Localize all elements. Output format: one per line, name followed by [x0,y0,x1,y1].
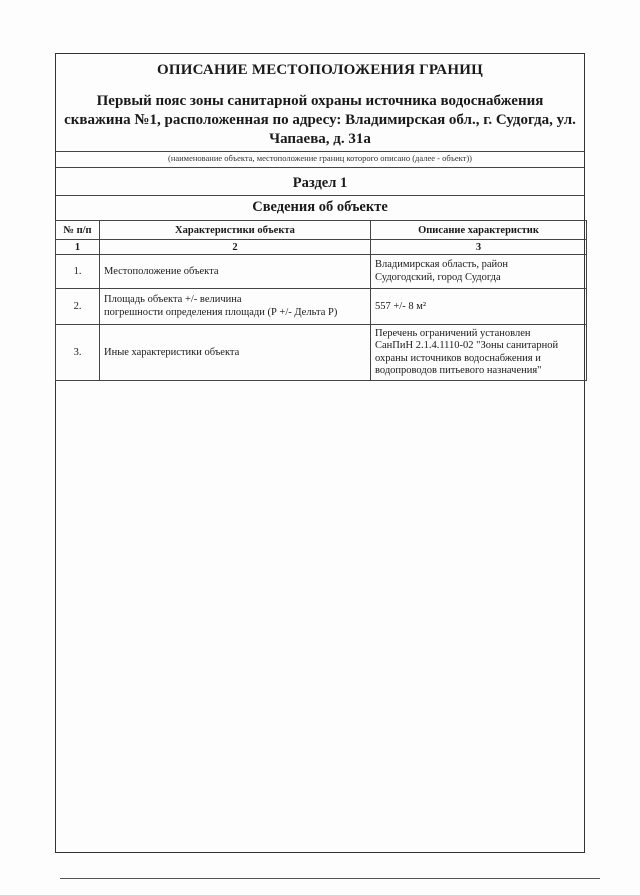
document-frame [55,53,585,853]
object-caption: (наименование объекта, местоположение границ которого описано (далее - объект)) [167,153,473,163]
row-characteristic [100,255,371,289]
object-info-table [55,220,587,381]
bottom-rule [60,878,600,879]
column-number: 1 [56,240,100,255]
description-line: водопроводов питьевого назначения" [375,365,542,376]
description-line: Владимирская область, район [375,259,509,270]
column-number-row [56,240,587,255]
row-description [371,255,587,289]
divider [56,167,584,168]
section-title: Раздел 1 [292,175,348,191]
description-line: Перечень ограничений установлен [375,327,531,339]
description-line: 557 +/- 8 м² [375,301,427,312]
description-line: охраны источников водоснабжения и [375,352,541,364]
table-row [56,289,587,325]
divider [56,151,584,152]
object-subject: Первый пояс зоны санитарной охраны источника водоснабжения скважина №1, расположенная по адресу: Владимирская обл., г. Судогда, ул. Чапаева, д. 31а [64,93,576,147]
column-number: 3 [371,240,587,255]
table-row [56,325,587,381]
table-header-row [56,221,587,240]
table-row [56,255,587,289]
characteristic-line: Площадь объекта +/- величина [104,294,242,305]
description-line: СанПиН 2.1.4.1110-02 "Зоны санитарной [375,340,559,351]
header-characteristic: Характеристики объекта [100,221,371,240]
row-description [371,325,587,381]
characteristic-line: Иные характеристики объекта [104,347,240,358]
row-characteristic [100,289,371,325]
row-characteristic [100,325,371,381]
header-number: № п/п [56,221,100,240]
row-number: 3. [56,325,100,381]
header-description: Описание характеристик [371,221,587,240]
description-line: Судогодский, город Судогда [375,271,501,283]
document-title: ОПИСАНИЕ МЕСТОПОЛОЖЕНИЯ ГРАНИЦ [157,62,483,78]
section-subtitle: Сведения об объекте [252,199,388,215]
characteristic-line: погрешности определения площади (Р +/- Дельта Р) [104,306,338,318]
divider [56,195,584,196]
row-description [371,289,587,325]
row-number: 2. [56,289,100,325]
row-number: 1. [56,255,100,289]
column-number: 2 [100,240,371,255]
characteristic-line: Местоположение объекта [104,266,219,277]
